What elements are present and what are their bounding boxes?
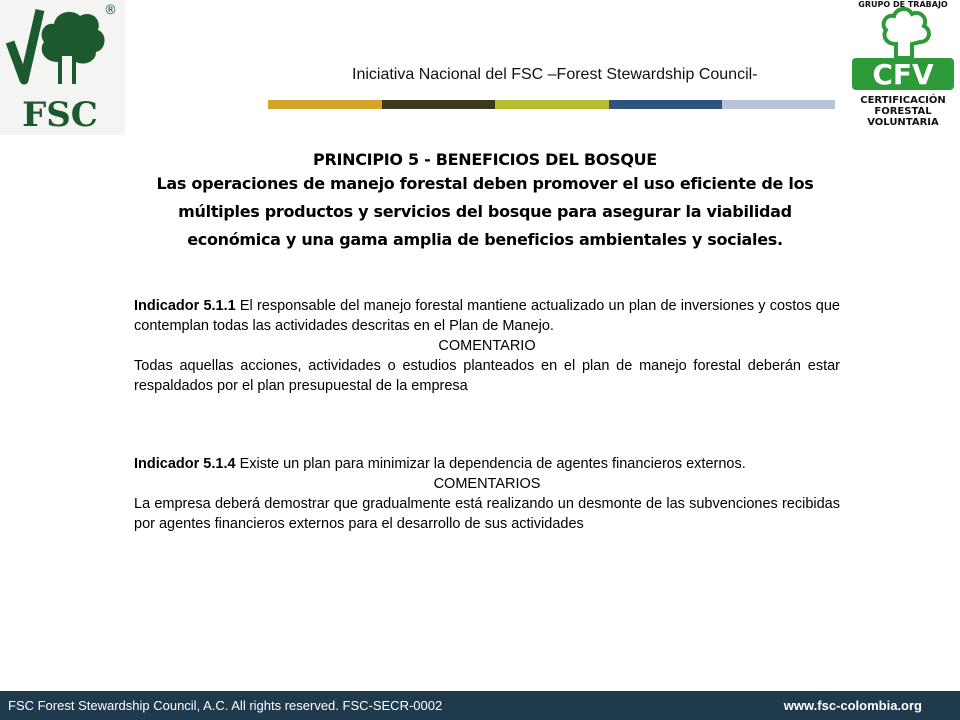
fsc-logo xyxy=(0,0,125,135)
indicator-text: El responsable del manejo forestal mantiene actualizado un plan de inversiones y costos que contemplan todas las actividades descritas en el Plan de Manejo. xyxy=(134,298,840,334)
footer-copyright: FSC Forest Stewardship Council, A.C. All rights reserved. FSC-SECR-0002 xyxy=(8,698,443,713)
comment-heading: COMENTARIO xyxy=(438,338,536,354)
indicator-label: Indicador 5.1.4 xyxy=(134,456,236,472)
footer-bar xyxy=(0,691,960,720)
indicator-statement xyxy=(134,454,840,474)
color-bar-segment xyxy=(609,100,722,109)
fsc-tree-icon xyxy=(0,0,125,135)
svg-text:FSC: FSC xyxy=(22,95,98,135)
principle-body: Las operaciones de manejo forestal deben promover el uso eficiente de los múltiples productos y servicios del bosque para asegurar la viabilidad económica y una gama amplia de beneficios ambientales y sociales. xyxy=(156,174,814,249)
header-color-bar xyxy=(268,100,835,109)
svg-text:®: ® xyxy=(104,3,117,18)
indicator-5-1-4 xyxy=(134,454,840,534)
cfv-logo xyxy=(846,0,960,130)
color-bar-segment xyxy=(268,100,382,109)
principle-title: PRINCIPIO 5 - BENEFICIOS DEL BOSQUE xyxy=(313,150,657,169)
comment-heading: COMENTARIOS xyxy=(433,476,541,492)
indicator-statement xyxy=(134,296,840,336)
indicator-text: Existe un plan para minimizar la dependencia de agentes financieros externos. xyxy=(235,456,746,472)
svg-text:GRUPO DE TRABAJO: GRUPO DE TRABAJO xyxy=(858,0,948,9)
indicator-5-1-1 xyxy=(134,296,840,396)
header-title: Iniciativa Nacional del FSC –Forest Stewardship Council- xyxy=(352,66,758,83)
color-bar-segment xyxy=(495,100,609,109)
comment-text: La empresa deberá demostrar que gradualmente está realizando un desmonte de las subvenciones recibidas por agentes financieros externos para el desarrollo de sus actividades xyxy=(134,496,840,532)
color-bar-segment xyxy=(722,100,835,109)
svg-text:FORESTAL: FORESTAL xyxy=(874,106,932,117)
svg-text:CERTIFICACIÓN: CERTIFICACIÓN xyxy=(860,95,946,106)
comment-text: Todas aquellas acciones, actividades o estudios planteados en el plan de manejo forestal deberán estar respaldados por el plan presupuestal de la empresa xyxy=(134,358,840,394)
color-bar-segment xyxy=(382,100,495,109)
cfv-tree-icon xyxy=(846,0,960,130)
svg-text:VOLUNTARIA: VOLUNTARIA xyxy=(867,117,939,128)
svg-text:CFV: CFV xyxy=(872,58,934,91)
indicator-label: Indicador 5.1.1 xyxy=(134,298,236,314)
footer-website-link[interactable]: www.fsc-colombia.org xyxy=(783,698,922,713)
principle-block xyxy=(130,150,840,254)
